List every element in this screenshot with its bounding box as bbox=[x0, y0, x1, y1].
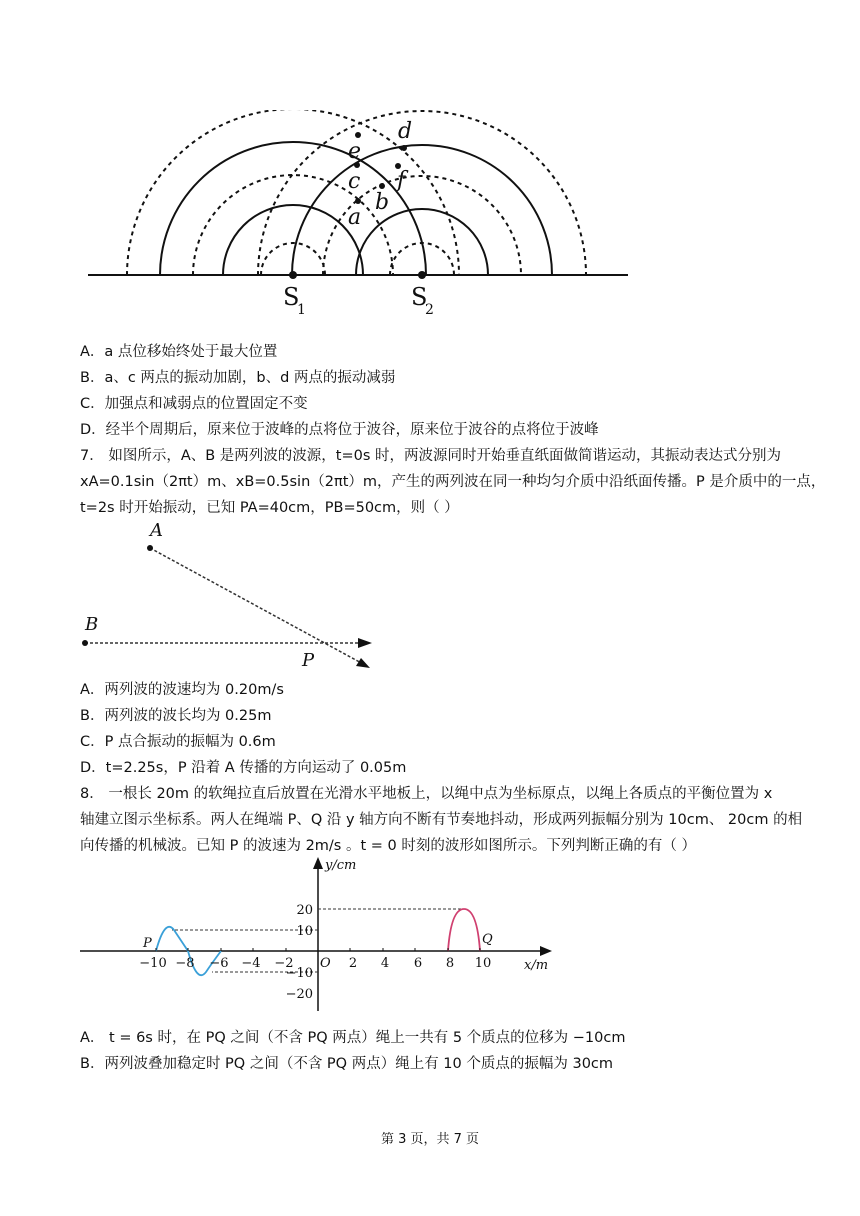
q7-label-P: P bbox=[302, 650, 315, 671]
xtick-2: 2 bbox=[348, 956, 358, 971]
q8-stem-line3: 向传播的机械波。已知 P 的波速为 2m/s 。t = 0 时刻的波形如图所示。下列判断正确的有（ ） bbox=[80, 838, 696, 854]
xtick-neg6: −6 bbox=[209, 956, 229, 971]
q7-stem-line3: t=2s 时开始振动，已知 PA=40cm，PB=50cm，则（ ） bbox=[80, 500, 459, 516]
xtick-10: 10 bbox=[474, 956, 492, 971]
q6-option-d: D．经半个周期后，原来位于波峰的点将位于波谷，原来位于波谷的点将位于波峰 bbox=[80, 422, 599, 438]
q8-wave-chart bbox=[80, 855, 560, 1015]
xtick-neg4: −4 bbox=[241, 956, 261, 971]
chart-label-P: P bbox=[143, 936, 152, 951]
q6-option-b: B．a、c 两点的振动加剧，b、d 两点的振动减弱 bbox=[80, 370, 396, 386]
ytick-20: 20 bbox=[296, 903, 313, 918]
xtick-8: 8 bbox=[445, 956, 455, 971]
xtick-4: 4 bbox=[380, 956, 390, 971]
page-footer: 第 3 页，共 7 页 bbox=[380, 1132, 480, 1147]
q8-stem-line2: 轴建立图示坐标系。两人在绳端 P、Q 沿 y 轴方向不断有节奏地抖动，形成两列振幅分别为 10cm、 20cm 的相 bbox=[80, 812, 803, 828]
chart-xlabel: x/m bbox=[524, 958, 549, 973]
q8-stem-line1: 8． 一根长 20m 的软绳拉直后放置在光滑水平地板上，以绳中点为坐标原点，以绳上各质点的平衡位置为 x bbox=[80, 786, 773, 802]
q8-option-b: B．两列波叠加稳定时 PQ 之间（不含 PQ 两点）绳上有 10 个质点的振幅为 30cm bbox=[80, 1056, 614, 1072]
label-S1-sub: 1 bbox=[297, 302, 306, 318]
chart-ylabel: y/cm bbox=[325, 858, 357, 873]
q7-option-a: A．两列波的波速均为 0.20m/s bbox=[80, 682, 284, 698]
ytick-neg20: −20 bbox=[285, 987, 313, 1002]
label-S2: S bbox=[411, 283, 428, 311]
xtick-6: 6 bbox=[413, 956, 423, 971]
label-d: d bbox=[398, 119, 413, 144]
label-S2-sub: 2 bbox=[425, 302, 434, 318]
xtick-neg8: −8 bbox=[175, 956, 195, 971]
q7-option-d: D．t=2.25s，P 沿着 A 传播的方向运动了 0.05m bbox=[80, 760, 407, 776]
q7-label-A: A bbox=[150, 520, 163, 541]
xtick-neg10: −10 bbox=[139, 956, 167, 971]
chart-label-Q: Q bbox=[482, 932, 493, 947]
label-a: a bbox=[348, 205, 362, 230]
q6-option-c: C．加强点和减弱点的位置固定不变 bbox=[80, 396, 308, 412]
q7-stem-line1: 7． 如图所示，A、B 是两列波的波源，t=0s 时，两波源同时开始垂直纸面做简谐运动，其振动表达式分别为 bbox=[80, 448, 782, 464]
q6-option-a: A．a 点位移始终处于最大位置 bbox=[80, 344, 278, 360]
label-f: f bbox=[397, 168, 406, 193]
q7-label-B: B bbox=[85, 614, 99, 635]
q7-option-b: B．两列波的波长均为 0.25m bbox=[80, 708, 272, 724]
q7-option-c: C．P 点合振动的振幅为 0.6m bbox=[80, 734, 276, 750]
label-e: e bbox=[348, 139, 362, 164]
ytick-10: 10 bbox=[296, 924, 313, 939]
label-S1: S bbox=[283, 283, 300, 311]
xtick-neg2: −2 bbox=[274, 956, 294, 971]
q8-option-a: A． t = 6s 时，在 PQ 之间（不含 PQ 两点）绳上一共有 5 个质点的位移为 −10cm bbox=[80, 1030, 626, 1046]
label-c: c bbox=[348, 169, 361, 194]
label-b: b bbox=[375, 190, 390, 215]
chart-origin: O bbox=[320, 956, 331, 971]
q7-figure bbox=[80, 518, 380, 676]
interference-figure bbox=[80, 110, 640, 320]
q7-stem-line2: xA=0.1sin（2πt）m、xB=0.5sin（2πt）m，产生的两列波在同一种均匀介质中沿纸面传播。P 是介质中的一点， bbox=[80, 474, 826, 490]
ytick-neg10: −10 bbox=[285, 966, 313, 981]
